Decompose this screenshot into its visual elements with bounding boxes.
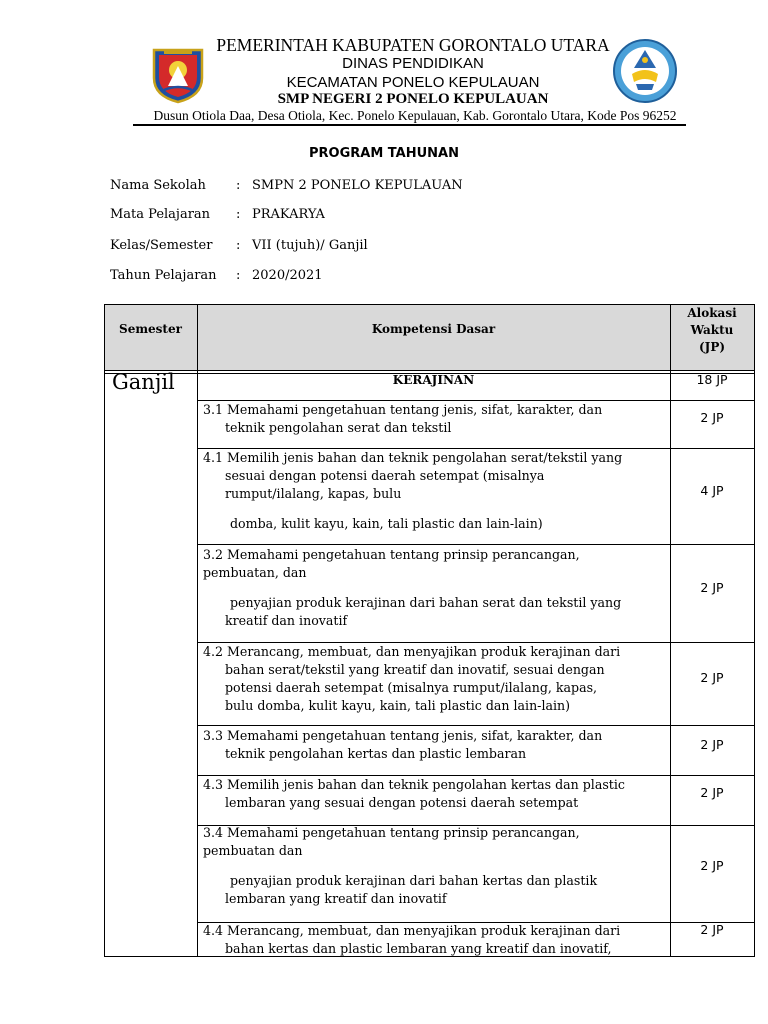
kd-line: bulu domba, kulit kayu, kain, tali plastic dan lain-lain) xyxy=(225,698,571,713)
kd-line: bahan serat/tekstil yang kreatif dan inovatif, sesuai dengan xyxy=(225,662,605,677)
kd-row xyxy=(203,546,665,630)
info-value: PRAKARYA xyxy=(252,207,325,222)
kd-row xyxy=(203,727,665,763)
kd-jp: 2 JP xyxy=(700,785,724,800)
kd-line: 3.1 Memahami pengetahuan tentang jenis, sifat, karakter, dan xyxy=(203,402,603,417)
row-divider xyxy=(197,544,755,545)
section-title: KERAJINAN xyxy=(392,373,475,387)
info-colon: : xyxy=(236,207,241,222)
kd-row xyxy=(203,643,665,715)
kd-line: lembaran yang kreatif dan inovatif xyxy=(225,891,447,906)
info-row-subject xyxy=(110,207,325,222)
kd-jp: 2 JP xyxy=(700,410,724,425)
kd-line: pembuatan, dan xyxy=(203,565,307,580)
info-label: Nama Sekolah xyxy=(110,178,206,193)
kd-jp: 2 JP xyxy=(700,737,724,752)
annual-program-table xyxy=(104,304,755,957)
kd-line: 4.4 Merancang, membuat, dan menyajikan produk kerajinan dari xyxy=(203,923,621,938)
kd-line: lembaran yang sesuai dengan potensi daerah setempat xyxy=(225,795,579,810)
kd-line: penyajian produk kerajinan dari bahan kertas dan plastik xyxy=(230,873,598,888)
row-divider xyxy=(197,725,755,726)
kd-line: teknik pengolahan serat dan tekstil xyxy=(225,420,452,435)
document-title: PROGRAM TAHUNAN xyxy=(309,146,459,161)
kd-line: 3.4 Memahami pengetahuan tentang prinsip perancangan, xyxy=(203,825,580,840)
header-alokasi-line2: Waktu xyxy=(690,323,734,337)
letterhead-district: KECAMATAN PONELO KEPULAUAN xyxy=(286,74,540,91)
kd-row xyxy=(203,401,665,437)
kd-line: kreatif dan inovatif xyxy=(225,613,348,628)
kd-line: 4.3 Memilih jenis bahan dan teknik pengolahan kertas dan plastic xyxy=(203,777,625,792)
table-border-top xyxy=(104,304,755,305)
info-label: Mata Pelajaran xyxy=(110,207,211,222)
info-row-academic-year xyxy=(110,268,323,283)
kd-jp: 2 JP xyxy=(700,922,724,937)
info-label: Tahun Pelajaran xyxy=(110,268,217,283)
kd-line: 4.2 Merancang, membuat, dan menyajikan produk kerajinan dari xyxy=(203,644,621,659)
kd-line: sesuai dengan potensi daerah setempat (misalnya xyxy=(225,468,545,483)
kd-line: potensi daerah setempat (misalnya rumput/ilalang, kapas, xyxy=(225,680,598,695)
section-jp: 18 JP xyxy=(696,372,728,387)
table-border-right xyxy=(754,304,755,957)
kd-line: pembuatan dan xyxy=(203,843,303,858)
kd-jp: 2 JP xyxy=(700,670,724,685)
info-colon: : xyxy=(236,238,241,253)
header-kompetensi-dasar: Kompetensi Dasar xyxy=(371,322,496,336)
info-label: Kelas/Semester xyxy=(110,238,213,253)
kd-row xyxy=(203,922,665,958)
kd-line: 3.3 Memahami pengetahuan tentang jenis, sifat, karakter, dan xyxy=(203,728,603,743)
kd-line: 4.1 Memilih jenis bahan dan teknik pengolahan serat/tekstil yang xyxy=(203,450,623,465)
info-value: SMPN 2 PONELO KEPULAUAN xyxy=(252,178,463,193)
letterhead-office: DINAS PENDIDIKAN xyxy=(342,55,484,72)
kd-jp: 4 JP xyxy=(700,483,724,498)
kd-line: bahan kertas dan plastic lembaran yang kreatif dan inovatif, xyxy=(225,941,612,956)
kd-line: penyajian produk kerajinan dari bahan serat dan tekstil yang xyxy=(230,595,622,610)
table-column-divider xyxy=(197,304,198,957)
info-value: 2020/2021 xyxy=(252,268,323,283)
letterhead-government: PEMERINTAH KABUPATEN GORONTALO UTARA xyxy=(216,35,610,55)
kd-row xyxy=(203,776,665,812)
info-row-school xyxy=(110,178,463,193)
kd-line: rumput/ilalang, kapas, bulu xyxy=(225,486,402,501)
info-colon: : xyxy=(236,268,241,283)
info-colon: : xyxy=(236,178,241,193)
letterhead-address: Dusun Otiola Daa, Desa Otiola, Kec. Ponelo Kepulauan, Kab. Gorontalo Utara, Kode Pos 96252 xyxy=(153,108,677,123)
kd-line: 3.2 Memahami pengetahuan tentang prinsip perancangan, xyxy=(203,547,580,562)
kd-row xyxy=(203,449,665,533)
kd-line: domba, kulit kayu, kain, tali plastic dan lain-lain) xyxy=(230,516,543,531)
semester-cell: Ganjil xyxy=(112,370,175,394)
letterhead-divider xyxy=(133,124,686,126)
kd-row xyxy=(203,824,665,908)
table-header-background xyxy=(105,305,754,370)
letterhead-school: SMP NEGERI 2 PONELO KEPULAUAN xyxy=(277,91,549,107)
info-row-class-semester xyxy=(110,238,368,253)
header-semester: Semester xyxy=(119,322,182,336)
kd-jp: 2 JP xyxy=(700,858,724,873)
header-alokasi-line3: (JP) xyxy=(698,340,726,354)
kd-line: teknik pengolahan kertas dan plastic lembaran xyxy=(225,746,527,761)
header-alokasi-line1: Alokasi xyxy=(687,306,737,320)
table-header-divider xyxy=(104,370,755,371)
info-value: VII (tujuh)/ Ganjil xyxy=(252,238,368,253)
table-border-left xyxy=(104,304,105,957)
kd-jp: 2 JP xyxy=(700,580,724,595)
